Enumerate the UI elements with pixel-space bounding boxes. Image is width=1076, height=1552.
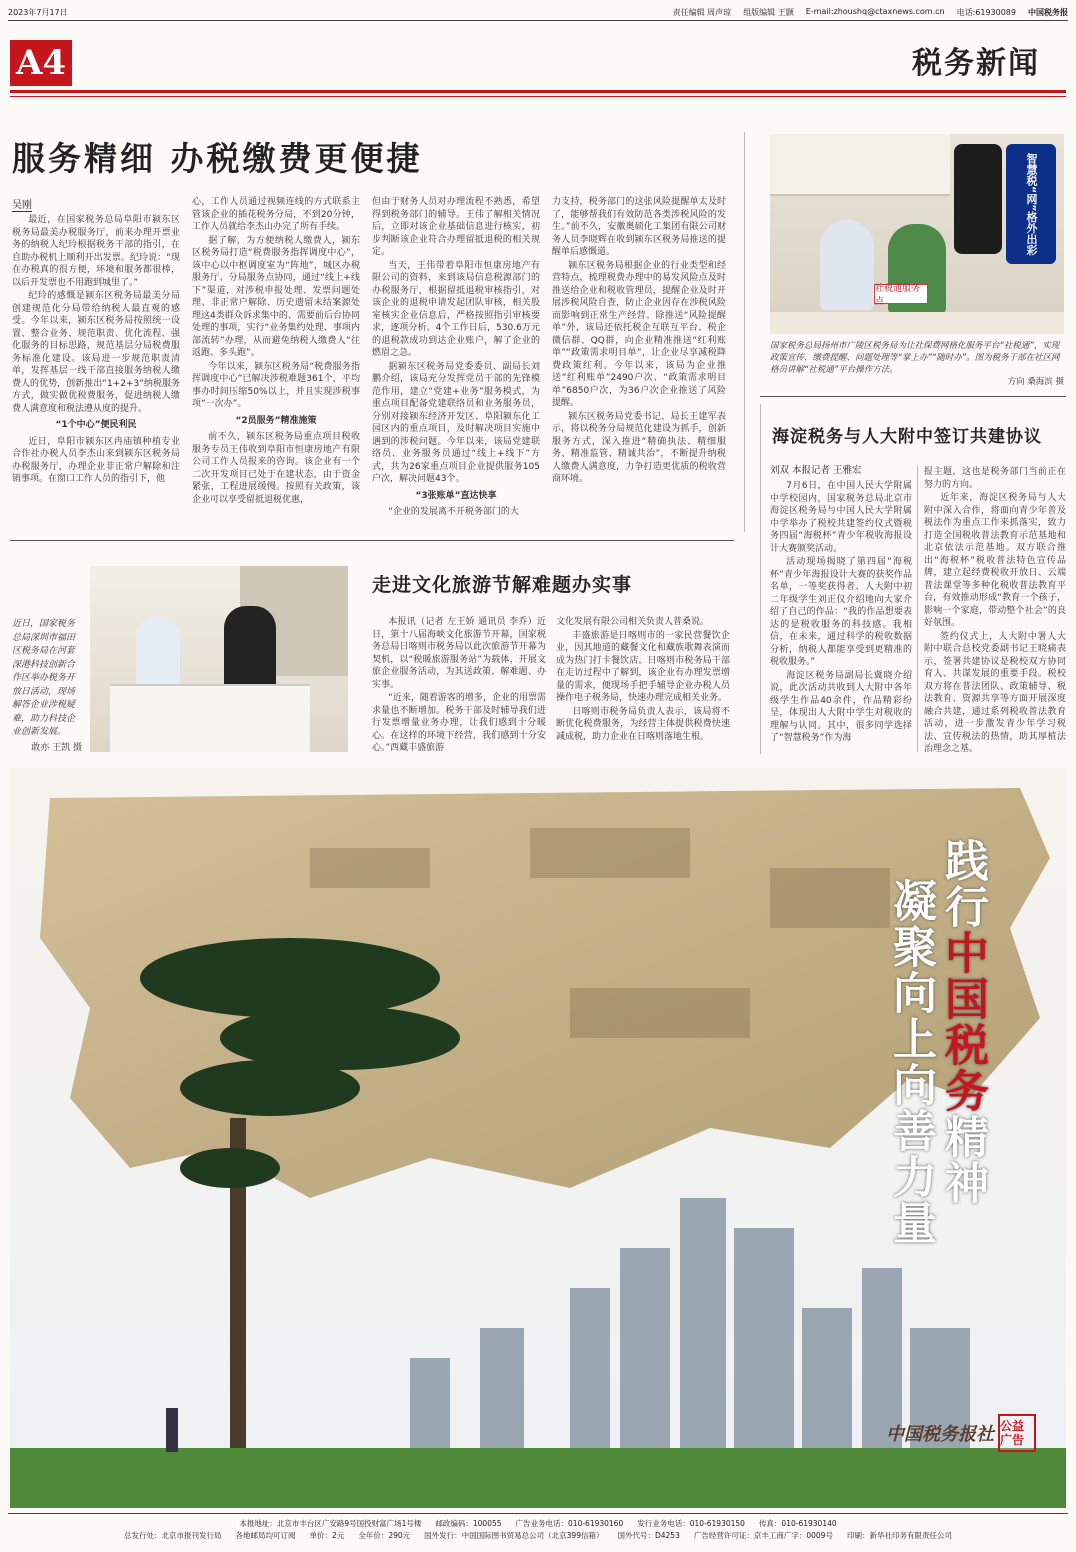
paragraph: 本报讯（记者 左王娇 通讯员 李乔）近日，第十八届海峡文化旅游节开幕，国家税务总局日喀则市税务局以此次旅游节开幕为契机，以“税暖旅游服务站”为载体，开展文旅企业服务活动，为其送政策、解难题、办实事。 — [372, 617, 546, 690]
paragraph: 心，工作人员通过视频连线的方式联系主管该企业的插花税务分局，不到20分钟，工作人员就给李杰山办完了所有手续。 — [192, 197, 360, 232]
slogan-part: 践行 — [937, 838, 988, 930]
culture-headline: 走进文化旅游节解难题办实事 — [372, 575, 633, 596]
desk — [770, 312, 1064, 334]
culture-column-2 — [556, 616, 730, 744]
desk-sign: 社税通服务点 — [874, 284, 928, 304]
footer-item: 单价：2元 — [309, 1531, 345, 1540]
desk — [110, 684, 310, 752]
culture-column-1 — [372, 616, 546, 756]
section-title: 税务新闻 — [912, 46, 1040, 81]
paragraph: 丰盛旅游是日喀则市的一家民营餐饮企业，因其地道的藏餐文化和藏族歌舞表演而成为热门打卡餐饮店。日喀则市税务局干部在走访过程中了解到，该企业有办理发票增量的需求，便现场手把手辅导企业办税人员操作电子税务局，快速办理完成相关业务。 — [556, 630, 730, 703]
paragraph: 纪玲的感慨是颍东区税务局最美分局创建规范化分局带给纳税人最直观的感受。今年以来，颍东区税务局按照统一设置、整合业务、规范职责、优化流程、强化服务的目标思路，规范基层分局税费服务标准化建设。该局进一步规范职责清单，发挥基层一线干部直接服务纳税人缴费人的优势，创新推出“1+2+3”纳税服务方式，做实做优税费服务，促进纳税人缴费人满意度和税法遵从度的提升。 — [12, 291, 180, 414]
lead-byline: 吴刚 — [12, 196, 32, 212]
agreement-column-2 — [924, 466, 1066, 757]
paragraph: 7月6日，在中国人民大学附属中学校园内，国家税务总局北京市海淀区税务局与中国人民大学附属中学举办了税校共建签约仪式暨税务四届“海税杯”青少年税收海报设计大赛颁奖活动。 — [770, 481, 912, 554]
lead-column-2 — [192, 196, 360, 507]
public-service-stamp: 公益广告 — [998, 1414, 1036, 1452]
lead-column-3 — [372, 196, 540, 520]
hiker-figure — [166, 1408, 178, 1452]
column-divider — [917, 466, 918, 752]
paragraph: 力支持，税务部门的这张风险提醒单太及时了，能够帮我们有效防范各类涉税风险的发生。”前不久，安徽奥硕化工集团有限公司财务人员李晓辉在收到颍东区税务局推送的提醒单后感慨道。 — [552, 197, 726, 257]
caption-text: 近日，国家税务总局深圳市福田区税务局在河套深港科技创新合作区举办税务开放日活动，现场解答企业涉税疑难，助力科技企业创新发展。 — [12, 619, 76, 737]
paragraph: 据了解，为方便纳税人缴费人，颍东区税务局打造“税费服务指挥调度中心”，该中心以中枢调度室为“阵地”，城区办税服务厅、分局服务点协同，通过“线上+线下”渠道，对涉税申报处理、发票问题处理、非正常户解除、历史遗留未结案源处理这4类群众诉求集中的、需要前后台协同处理的事项，实行“业务集约处理、事项内部流转”办理，从而避免纳税人缴费人“往返跑、多头跑”。 — [192, 235, 360, 358]
paragraph: 据颍东区税务局党委委员、副局长刘鹏介绍，该局充分发挥党员干部的先锋模范作用，建立“党建+业务”服务模式，为重点项目配备党建联络员和业务服务员，分别对接颍东经济开发区、阜阳颍东化工园区内的重点项目，及时解决项目实施中遇到的涉税问题。今年以来，该局党建联络员、业务服务员通过“线上+线下”方式，共为26家重点项目企业提供服务105户次，解决问题43个。 — [372, 361, 540, 484]
masthead-bar — [8, 4, 1068, 21]
grass — [10, 1448, 1066, 1508]
photo-credit: 方向 桑海滨 摄 — [1007, 377, 1064, 387]
footer-item: 广告业务电话：010-61930160 — [515, 1519, 624, 1528]
paragraph: “企业的发展离不开税务部门的大 — [388, 507, 519, 517]
footer — [8, 1513, 1068, 1546]
paragraph: 近年来，海淀区税务局与人大附中深入合作，将面向青少年普及税法作为重点工作来抓落实，致力打造全国税收普法教育示范基地和北京依法示范基地。双方联合推出“海税杯”税收普法特色宣传品牌，建立起经费税收开放日、云端普法课堂等多种化税收普法教育平台，有效推动形成“教育一个孩子，影响一个家庭，带动整个社会”的良好氛围。 — [924, 493, 1066, 628]
column-divider — [760, 404, 761, 754]
paragraph: 最近，在国家税务总局阜阳市颍东区税务局最美办税服务厅，前来办理开票业务的纳税人纪玲根据税务干部的指引，在自助办税机上顺利开出发票。纪玲说：“现在办税真的很方便，环境和服务都很棒，以后开发票也不用跑到城里了。” — [12, 215, 180, 288]
photo-tax-open-day — [90, 566, 348, 752]
ad-signature: 中国税务报社 — [886, 1424, 994, 1445]
editor: 责任编辑 周声琼 — [672, 7, 732, 17]
lead-headline: 服务精细 办税缴费更便捷 — [12, 139, 423, 178]
subheading: “2员服务”精准施策 — [235, 415, 317, 426]
paragraph: 报主题，这也是税务部门当前正在努力的方向。 — [924, 467, 1066, 490]
person-officer — [820, 220, 874, 310]
caption-text: 国家税务总局扬州市广陵区税务局为让社保费网格化服务平台“社税通”，实现政策宣传、缴费提醒、问题处理等“掌上办”“随时办”。图为税务干部在社区网格员讲解“社税通”平台操作方法。 — [770, 341, 1060, 375]
paragraph: 活动现场揭晓了第四届“海税杯”青少年海报设计大赛的获奖作品名单，一等奖获得者、人大附中初二年级学生刘正仪介绍地向大家介绍了自己的作品：“我的作品想要表达的是税收服务的科技感。我相信，在未来，通过科学的税收数据分析，纳税人都能享受到更精准的税收服务。” — [770, 557, 912, 667]
wall-slogan: 智慧税“网”格外出彩 — [1006, 144, 1056, 264]
footer-item: 广告经营许可证：京丰工商广字：0009号 — [693, 1531, 833, 1540]
paragraph: 签约仪式上，人大附中署人大附中联合总校党委副书记王晓痛表示，签署共建协议是税校双方协同育人、共谋发展的重要手段。税校双方将在普法团队、政策辅导、税法教育、资源共享等方面开展深度融合共建，通过系列税收普法教育活动，进一步激发青少年学习税法、宣传税法的热情，助其厚植法治理念之基。 — [924, 631, 1066, 754]
paragraph: “近来，随着游客的增多，企业的用票需求量也不断增加。税务干部及时辅导我们进行发票增量业务办理，让我们感到十分暖心。在这样的环境下经营，我们感到十分安心。”西藏丰盛旅游 — [372, 693, 546, 753]
footer-item: 发行业务电话：010-61930150 — [637, 1519, 745, 1528]
designer: 组版编辑 王颢 — [743, 7, 794, 17]
paragraph: 今年以来，颍东区税务局“税费服务指挥调度中心”已解决涉税难题361个，平均事办时间压缩50%以上，并且实现涉税事项“一次办”。 — [192, 361, 360, 409]
subheading: “3张账单”直达快享 — [415, 490, 497, 501]
paragraph: 近日，阜阳市颍东区冉庙镇种植专业合作社办税人员李杰山来到颍东区税务局办税服务厅，办理企业非正常户解除和注销事项。在窗口工作人员的指引下，他 — [12, 436, 180, 484]
photo2-caption — [12, 618, 82, 755]
footer-item: 邮政编码：100055 — [435, 1519, 502, 1528]
paragraph: 前不久，颍东区税务局重点项目税收服务专员王伟收到阜阳市恒康房地产有限公司工作人员报来的咨询。该企业有一个二次开发项目已处于在建状态，由于资金紧张，工程进展缓慢。按照有关政策，该企业可以享受留抵退税优惠， — [192, 432, 360, 505]
footer-row-2 — [124, 1530, 952, 1542]
paragraph: 颍东区税务局根据企业的行业类型和经营特点，梳理税费办理中的易发风险点及时推送给企业和税收管理员，提醒企业及时开展涉税风险自查，防止企业因存在涉税风险而影响到正常生产经营。除推送“风险提醒单”外，该局还依托税企互联互平台、税企微信群、QQ群，向企业精准推送“红利账单”“政策需求明目单”，让企业尽享减税降费政策红利。今年以来，该局为企业推送“红利账单”2490户次、“政策需求明目单”6850户次，为36户次企业推送了风险提醒。 — [552, 260, 726, 408]
agreement-byline: 刘双 本报记者 王雅宏 — [770, 465, 862, 476]
paper-name: 中国税务报 — [1028, 7, 1068, 17]
paragraph: 海淀区税务局副局长冀晓介绍说，此次活动共收到人大附中各年级学生作品40余件，作品精彩纷呈，体现出人大附中学生对税收的理解与认同。其中，很多同学选择了“智慧税务”作为海 — [770, 670, 912, 743]
paragraph: 颍东区税务局党委书记、局长王建军表示，将以税务分局规范化建设为抓手，创新服务方式，深入推进“精确执法、精细服务、精准监管、精诚共治”，不断提升纳税人缴费人满意度，力争打造更优质的税收营商环境。 — [552, 411, 726, 484]
header-rule-thin — [10, 96, 1066, 97]
phone: 电话:61930089 — [956, 7, 1016, 17]
header-rule — [10, 90, 1066, 93]
footer-item: 本报地址：北京市丰台区广安路9号国投财富广场1号楼 — [239, 1519, 422, 1528]
subheading: “1个中心”便民利民 — [55, 420, 137, 430]
footer-item: 国外发行：中国国际图书贸易总公司（北京399信箱） — [424, 1531, 604, 1540]
lead-column-1 — [12, 214, 180, 487]
ad-slogan-line-2: 凝聚向上向善力量 — [885, 878, 936, 1246]
paragraph: 日喀则市税务局负责人表示，该局将不断优化税费服务，为经营主体提供税费快速减成税，助力企业在日喀则落地生根。 — [556, 706, 730, 742]
footer-item: 各地邮局均可订阅 — [235, 1531, 296, 1540]
public-service-ad — [10, 768, 1066, 1508]
agreement-headline: 海淀税务与人大附中签订共建协议 — [772, 427, 1042, 446]
section-divider — [10, 540, 734, 541]
footer-item: 印刷：新华社印务有限责任公司 — [846, 1531, 952, 1540]
footer-item: 全年价：290元 — [358, 1531, 411, 1540]
footer-row-1 — [239, 1518, 836, 1530]
slogan-part: 精神 — [937, 1114, 988, 1206]
photo-credit: 敢亦 王凯 摄 — [31, 742, 82, 753]
lead-column-4 — [552, 196, 726, 487]
phone-screen-illustration — [954, 144, 1002, 254]
section-divider — [760, 396, 1066, 397]
photo-caption — [770, 340, 1064, 388]
page-code: A4 — [10, 40, 72, 86]
slogan-highlight: 中国税务 — [937, 930, 988, 1114]
footer-item: 传真：010-61930140 — [758, 1519, 837, 1528]
column-divider — [744, 132, 745, 532]
paragraph: 但由于财务人员对办理流程不熟悉，希望得到税务部门的辅导。王伟了解相关情况后，立即对该企业基础信息进行核实，初步判断该企业符合办理留抵退税的相关规定。 — [372, 197, 540, 257]
footer-item: 总发行处：北京市报刊发行局 — [124, 1531, 222, 1540]
agreement-column-1 — [770, 480, 912, 746]
photo-tax-app-service — [770, 134, 1064, 334]
email[interactable]: E-mail:zhoushq@ctaxnews.com.cn — [805, 6, 945, 16]
issue-date: 2023年7月17日 — [8, 7, 68, 17]
person-officer — [136, 618, 180, 688]
paragraph: 当天，王伟带着阜阳市恒康房地产有限公司的资料，来到该局信息税源部门的办税服务厅，根据留抵退税审核指引，对该企业的退税申请发起团队审核，相关股室核实企业信息后，严格按照指引审核要求，逐项分析。4个工作日后，530.6万元的退税款成功到达企业账户，解了企业的燃眉之急。 — [372, 260, 540, 358]
paragraph: 文化发展有限公司相关负责人普桑说。 — [556, 617, 710, 627]
footer-item: 国外代号：D4253 — [617, 1531, 680, 1540]
photo-wall — [770, 134, 950, 196]
